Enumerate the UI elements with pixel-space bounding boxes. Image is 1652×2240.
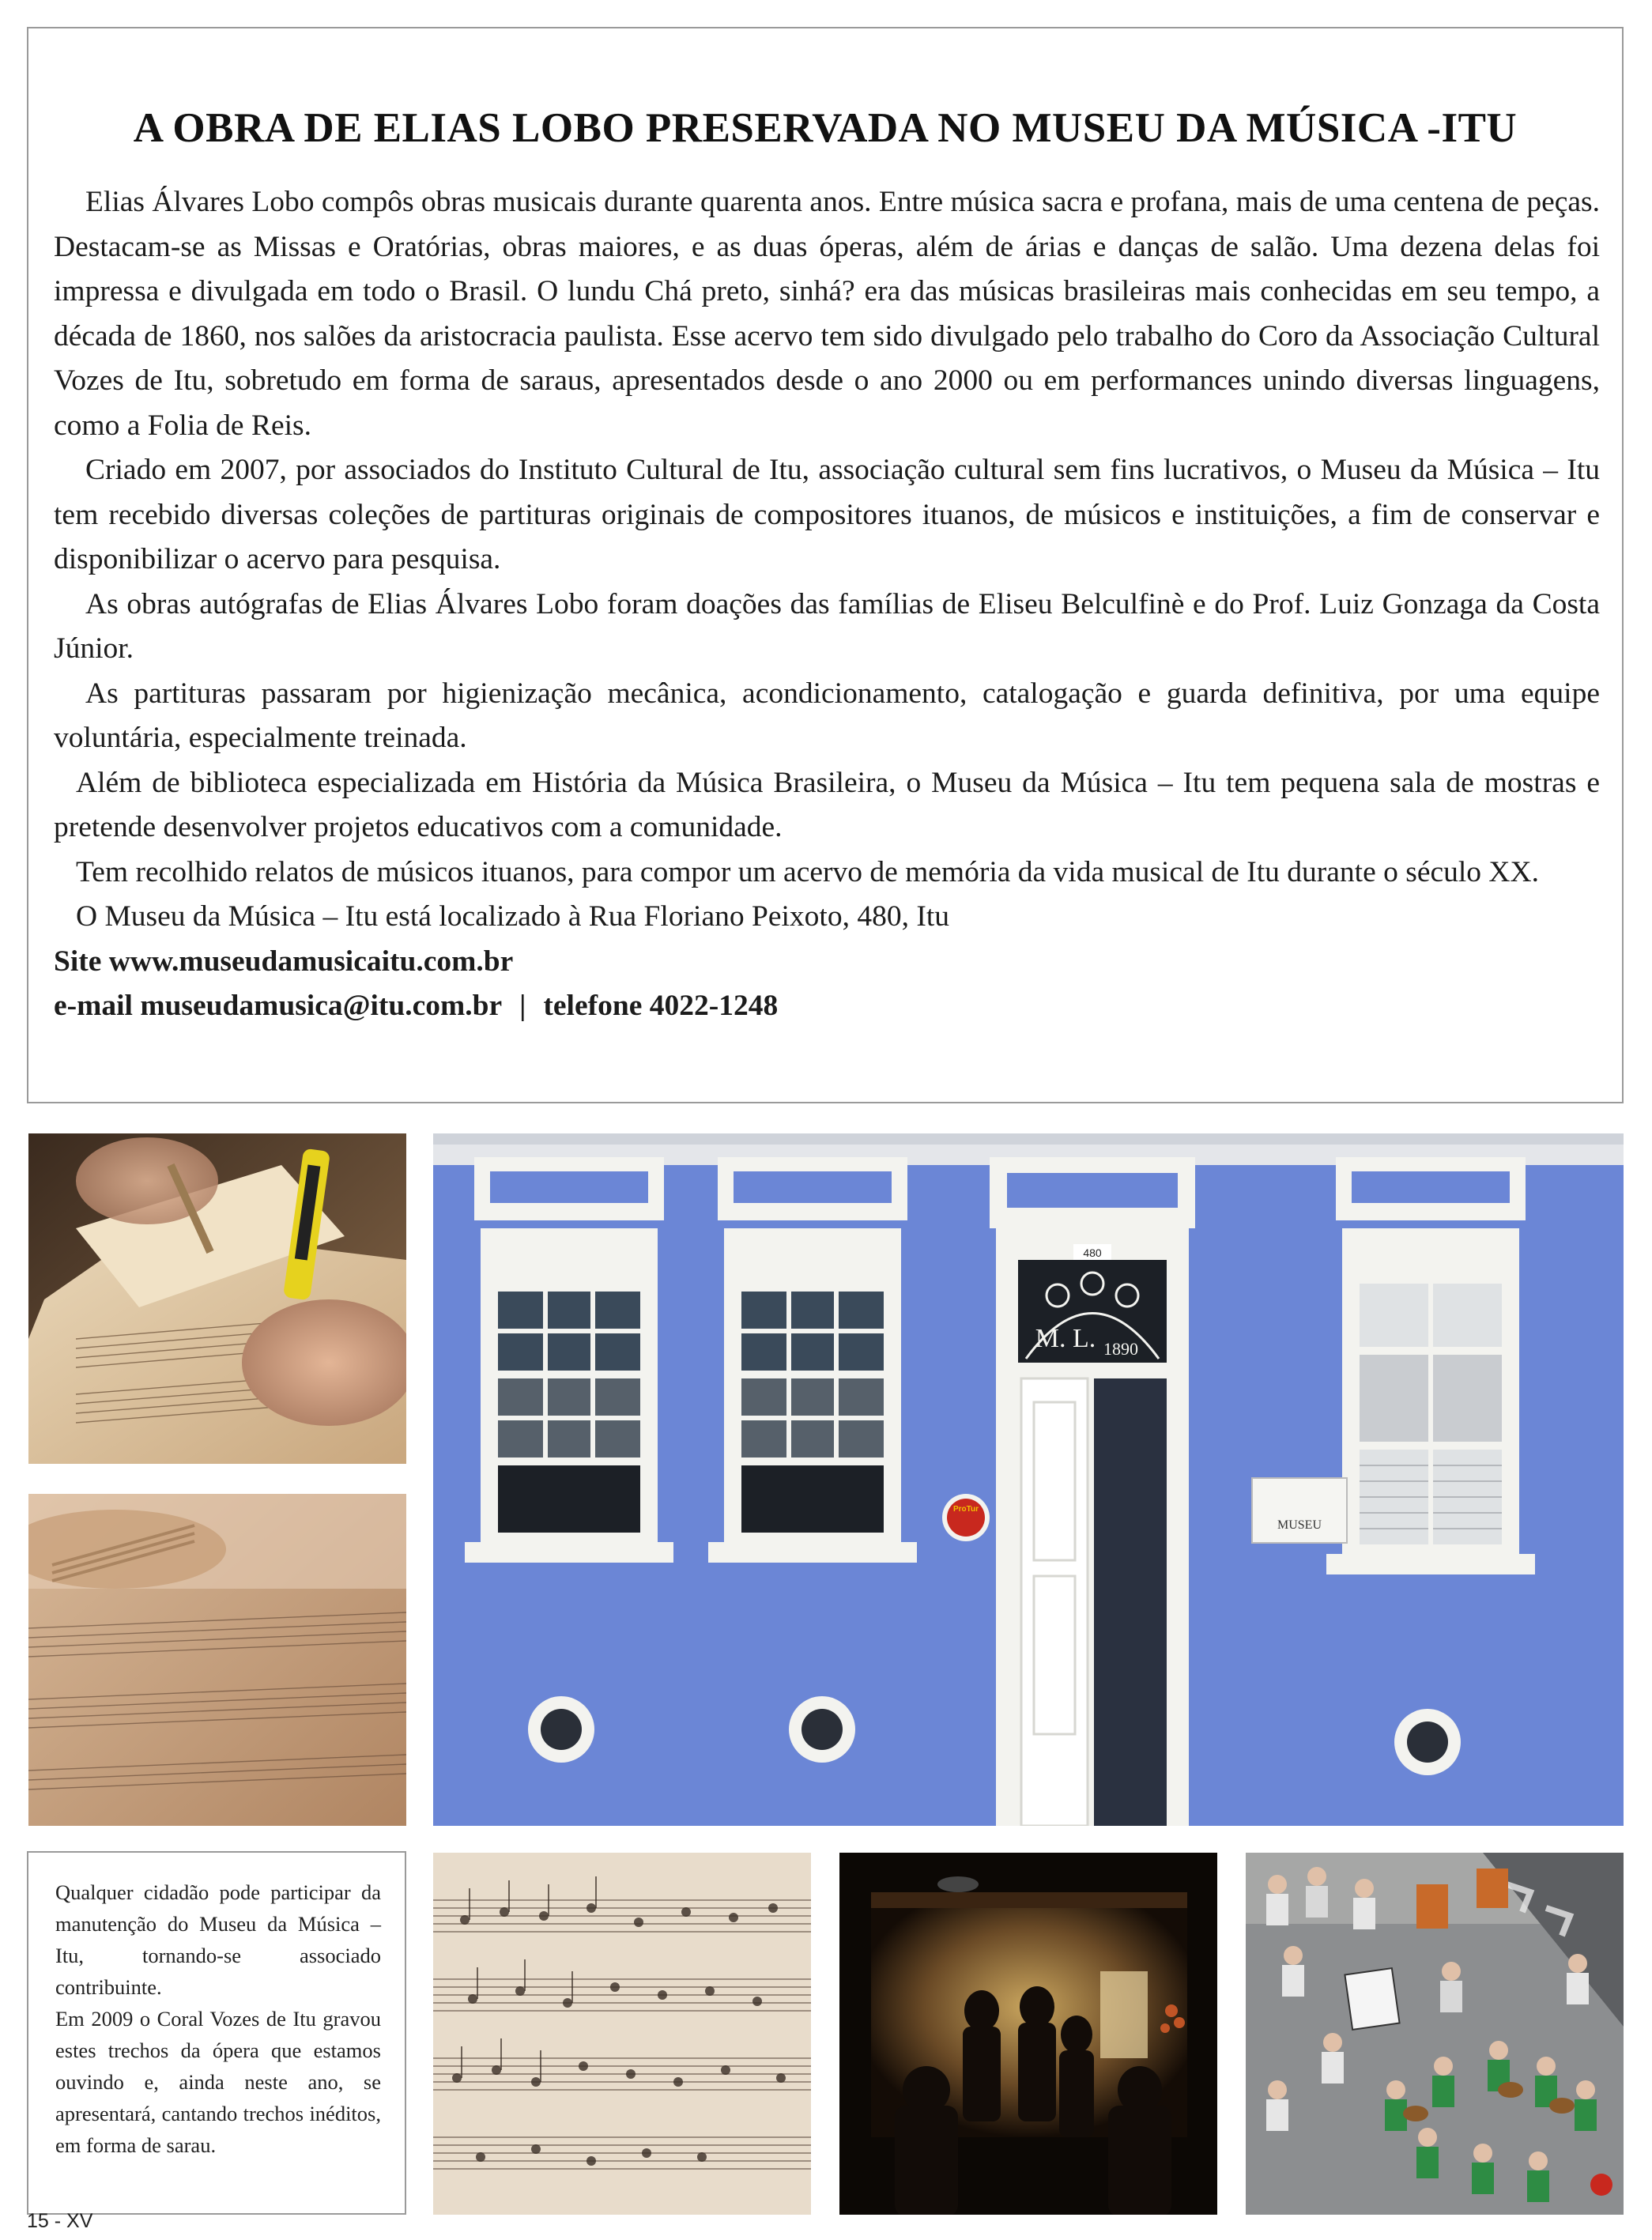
article-title: A OBRA DE ELIAS LOBO PRESERVADA NO MUSEU DA MÚSICA -ITU <box>133 104 1518 151</box>
article-paragraph: Criado em 2007, por associados do Instituto Cultural de Itu, associação cultural sem fins lucrativos, o Museu da Música – Itu tem recebido diversas coleções de partituras originais de compositores ituanos, de músicos e instituições, a fim de conservar e disponibilizar o acervo para pesquisa. <box>54 454 1600 575</box>
article-paragraph: Elias Álvares Lobo compôs obras musicais durante quarenta anos. Entre música sacra e profana, mais de uma centena de peças. Destacam-se as Missas e Oratórias, obras maiores, e as duas óperas, além de árias e danças de salão. Uma dezena delas foi impressa e divulgada em todo o Brasil. O lundu Chá preto, sinhá? era das músicas brasileiras mais conhecidas em seu tempo, a década de 1860, nos salões da aristocracia paulista. Esse acervo tem sido divulgado pelo trabalho do Coro da Associação Cultural Vozes de Itu, sobretudo em forma de saraus, apresentados desde o ano 2000 ou em performances unindo diversas linguagens, como a Folia de Reis. <box>54 186 1600 442</box>
photo-museum-facade <box>433 1133 1624 1826</box>
article-paragraph: As obras autógrafas de Elias Álvares Lobo foram doações das famílias de Eliseu Belculfinè e do Prof. Luiz Gonzaga da Costa Júnior. <box>54 587 1600 665</box>
photo-street-procession <box>1246 1853 1624 2215</box>
protur-badge-label: ProTur <box>952 1505 979 1514</box>
page-number: 15 - XV <box>27 2210 93 2232</box>
window-2 <box>708 1157 917 1563</box>
photo-choir-performance <box>839 1853 1217 2215</box>
photo-score-cleaning-2 <box>28 1494 406 1826</box>
article-box <box>27 27 1624 1103</box>
door-monogram: M. L. <box>1035 1324 1096 1353</box>
score-cleaning-1-image <box>28 1133 406 1464</box>
contact-line <box>54 984 1600 1029</box>
door-year: 1890 <box>1103 1339 1138 1359</box>
window-1 <box>465 1157 673 1563</box>
article-paragraph: As partituras passaram por higienização mecânica, acondicionamento, catalogação e guarda definitiva, por uma equipe voluntária, especialmente treinada. <box>54 677 1600 754</box>
street-procession-image <box>1246 1853 1624 2215</box>
contact-separator: | <box>519 990 526 1022</box>
caption-paragraph: Em 2009 o Coral Vozes de Itu gravou estes trechos da ópera que estamos ouvindo e, ainda neste ano, se apresentará, cantando trechos inéditos, em forma de sarau. <box>55 2007 381 2157</box>
window-3 <box>1326 1157 1535 1574</box>
photo-sheet-music <box>433 1853 811 2215</box>
email-line[interactable]: e-mail museudamusica@itu.com.br <box>54 990 503 1022</box>
photo-caption <box>27 1851 406 2215</box>
museum-facade-image <box>433 1133 1624 1826</box>
photo-score-cleaning-1 <box>28 1133 406 1464</box>
phone-line: telefone 4022-1248 <box>543 990 779 1022</box>
museum-sign-label: MUSEU <box>1277 1518 1322 1532</box>
article-paragraph: Além de biblioteca especializada em História da Música Brasileira, o Museu da Música – Itu tem pequena sala de mostras e pretende desenvolver projetos educativos com a comunidade. <box>54 766 1600 843</box>
sheet-music-image <box>433 1853 811 2215</box>
museum-sign <box>1252 1478 1347 1543</box>
site-line[interactable]: Site www.museudamusicaitu.com.br <box>54 945 514 978</box>
article-body <box>54 180 1600 1029</box>
choir-performance-image <box>839 1853 1217 2215</box>
caption-paragraph: Qualquer cidadão pode participar da manutenção do Museu da Música – Itu, tornando-se associado contribuinte. <box>55 1880 381 1999</box>
score-cleaning-2-image <box>28 1494 406 1826</box>
address-line: O Museu da Música – Itu está localizado à Rua Floriano Peixoto, 480, Itu <box>76 900 949 933</box>
building-number: 480 <box>1083 1246 1102 1259</box>
article-paragraph: Tem recolhido relatos de músicos ituanos, para compor um acervo de memória da vida musical de Itu durante o século XX. <box>76 855 1539 888</box>
